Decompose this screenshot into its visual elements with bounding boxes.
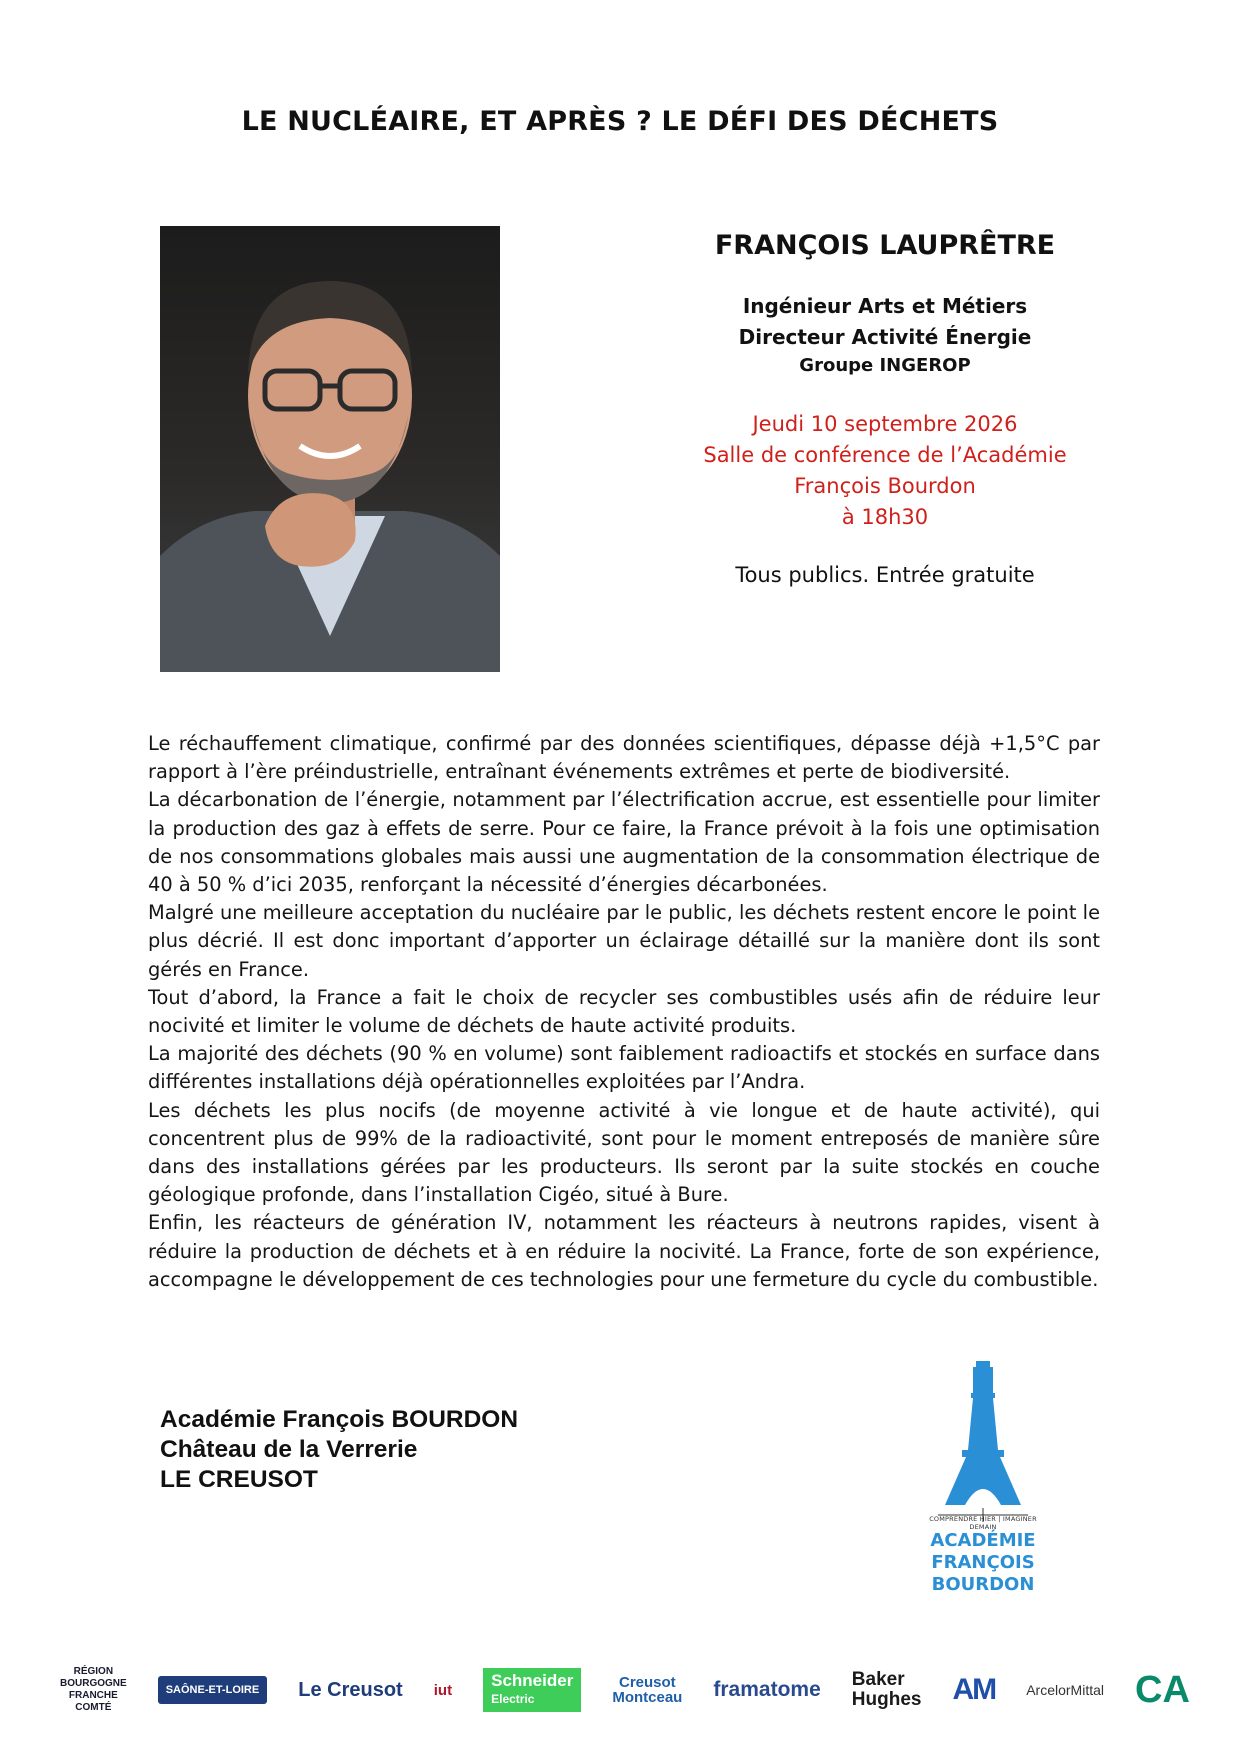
logo-line: FRANÇOIS xyxy=(931,1552,1035,1573)
sponsor-arcelormittal-logo: ArcelorMittal xyxy=(1026,1682,1104,1698)
logo-line: BOURDON xyxy=(931,1574,1035,1595)
sponsor-montceau-logo xyxy=(612,1675,682,1705)
logo-text: Schneider xyxy=(491,1671,574,1690)
sponsor-iut-logo: iut xyxy=(433,1681,453,1699)
speaker-name: FRANÇOIS LAUPRÊTRE xyxy=(714,230,1056,261)
portrait-illustration xyxy=(160,226,500,672)
sponsor-region-logo xyxy=(60,1666,127,1714)
event-access: Tous publics. Entrée gratuite xyxy=(735,563,1035,587)
logo-text: Baker xyxy=(851,1669,905,1690)
sponsor-schneider-logo xyxy=(483,1668,581,1712)
address-line: Académie François BOURDON xyxy=(160,1406,519,1433)
paragraph: Le réchauffement climatique, confirmé par des données scientifiques, dépasse déjà +1,5°C par rapport à l’ère préindustrielle, entraînant événements extrêmes et perte de biodiversité. xyxy=(148,732,1100,784)
logo-text: Creusot xyxy=(619,1674,676,1691)
logo-text: Electric xyxy=(491,1692,535,1706)
speaker-portrait xyxy=(160,226,500,672)
sponsor-logos xyxy=(60,1655,1190,1725)
logo-text: COMTÉ xyxy=(75,1702,112,1713)
sponsor-framatome-logo: framatome xyxy=(713,1678,821,1701)
sponsor-saone-logo: SAÔNE-ET-LOIRE xyxy=(158,1676,268,1704)
event-date: Jeudi 10 septembre 2026 xyxy=(752,412,1018,436)
logo-text: Montceau xyxy=(612,1689,683,1706)
logo-text: FRANCHE xyxy=(68,1690,118,1701)
paragraph: Enfin, les réacteurs de génération IV, notamment les réacteurs à neutrons rapides, visent à réduire la production de déchets et à en réduire la nocivité. La France, forte de son expérience, accompagne le développement de ces technologies pour une fermeture du cycle du combustible. xyxy=(148,1211,1100,1291)
event-time: à 18h30 xyxy=(841,505,929,529)
speaker-roles xyxy=(640,291,1130,379)
address-line: Château de la Verrerie xyxy=(160,1436,418,1463)
paragraph: Tout d’abord, la France a fait le choix de recycler ses combustibles usés afin de réduire leur nocivité et limiter le volume de déchets de haute activité produits. xyxy=(148,985,1100,1038)
academy-logo-text xyxy=(918,1530,1048,1596)
sponsor-arts-metiers-logo: AM xyxy=(952,1673,996,1706)
paragraph: Les déchets les plus nocifs (de moyenne activité à vie longue et de haute activité), qui concentrent plus de 99% de la radioactivité, sont pour le moment entreposés de manière sûre dans des installations gérées par les producteurs. Ils seront par la suite stockés en couche géologique profonde, dans l’installation Cigéo, situé à Bure. xyxy=(148,1098,1100,1207)
event-details xyxy=(640,409,1130,533)
sponsor-creusot-logo: Le Creusot xyxy=(298,1678,403,1701)
logo-text: Hughes xyxy=(851,1689,922,1710)
sponsor-credit-agricole-logo: CA xyxy=(1135,1668,1190,1711)
sponsor-bakerhughes-logo xyxy=(852,1670,922,1710)
academy-address xyxy=(160,1405,518,1495)
speaker-company: Groupe INGEROP xyxy=(799,355,971,376)
logo-text: RÉGION xyxy=(73,1666,114,1677)
speaker-block xyxy=(640,226,1130,587)
event-venue: François Bourdon xyxy=(794,474,976,498)
page-title: LE NUCLÉAIRE, ET APRÈS ? LE DÉFI DES DÉCHETS xyxy=(241,106,999,137)
paragraph: Malgré une meilleure acceptation du nucléaire par le public, les déchets restent encore le point le plus décrié. Il est donc important d’apporter un éclairage détaillé sur la manière dont ils sont gérés en France. xyxy=(148,901,1100,981)
logo-tagline: COMPRENDRE HIER | IMAGINER DEMAIN xyxy=(929,1515,1037,1531)
logo-line: ACADÉMIE xyxy=(930,1530,1036,1551)
paragraph: La majorité des déchets (90 % en volume) sont faiblement radioactifs et stockés en surface dans différentes installations déjà opérationnelles exploitées par l’Andra. xyxy=(148,1042,1100,1094)
event-venue: Salle de conférence de l’Académie xyxy=(703,443,1067,467)
speaker-role: Ingénieur Arts et Métiers xyxy=(742,294,1028,318)
paragraph: La décarbonation de l’énergie, notamment par l’électrification accrue, est essentielle pour limiter la production des gaz à effets de serre. Pour ce faire, la France prévoit à la fois une optimisation de nos consommations globales mais aussi une augmentation de la consommation électrique de 40 à 50 % d’ici 2035, renforçant la nécessité d’énergies décarbonées. xyxy=(148,788,1100,897)
logo-text: BOURGOGNE xyxy=(60,1678,127,1689)
address-line: LE CREUSOT xyxy=(160,1466,318,1493)
speaker-role: Directeur Activité Énergie xyxy=(738,325,1032,349)
article-body xyxy=(148,730,1100,1294)
